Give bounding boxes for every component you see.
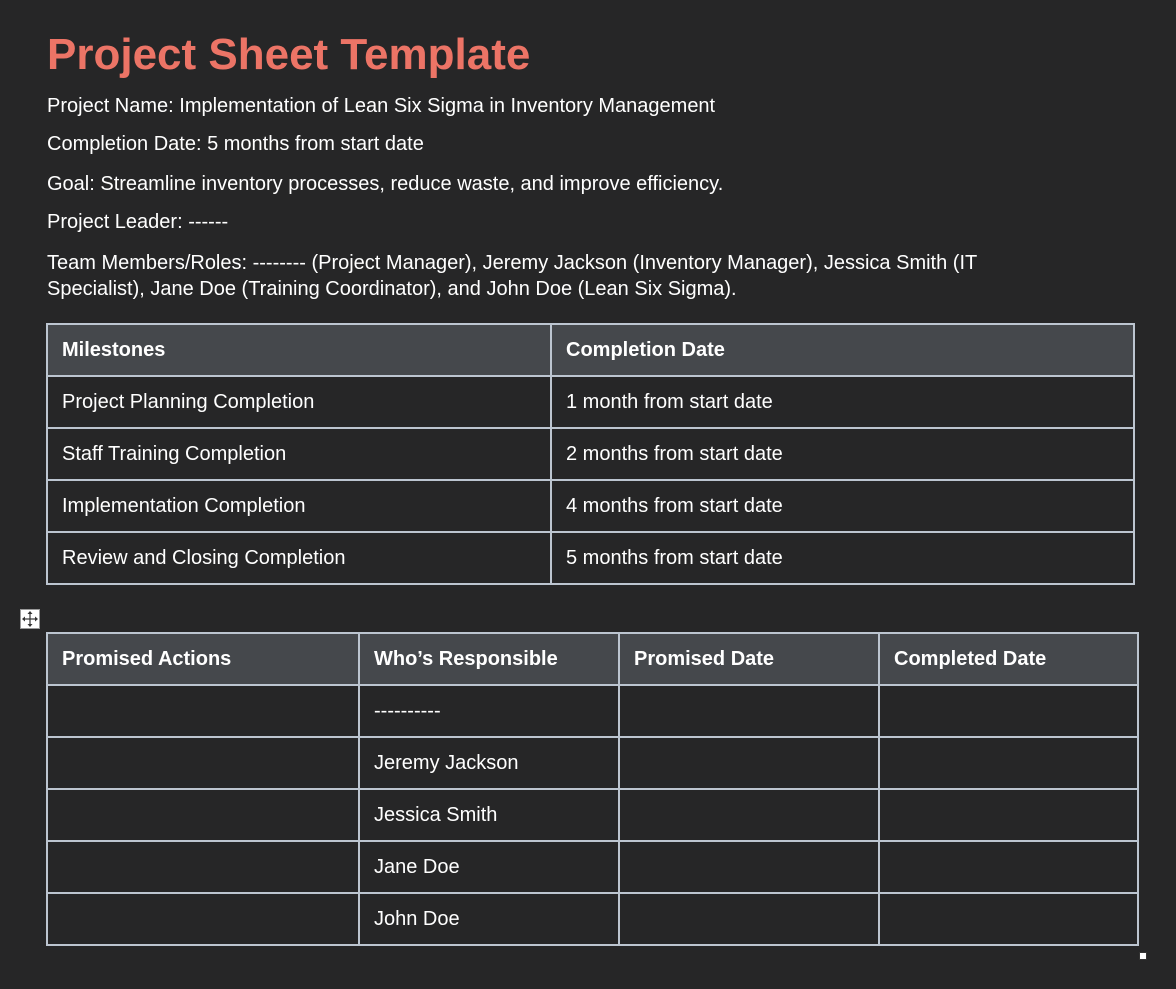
responsible-cell[interactable]: Jeremy Jackson xyxy=(359,737,619,789)
completion-date-cell[interactable]: 1 month from start date xyxy=(551,376,1134,428)
table-row xyxy=(47,737,1138,789)
table-row xyxy=(47,685,1138,737)
milestone-cell[interactable]: Project Planning Completion xyxy=(47,376,551,428)
promised-actions-header[interactable]: Promised Actions xyxy=(47,633,359,685)
promised-date-header[interactable]: Promised Date xyxy=(619,633,879,685)
actions-table xyxy=(46,632,1139,946)
goal-line: Goal: Streamline inventory processes, reduce waste, and improve efficiency. xyxy=(47,173,724,195)
table-row xyxy=(47,428,1134,480)
milestone-cell[interactable]: Staff Training Completion xyxy=(47,428,551,480)
promised-date-cell[interactable] xyxy=(619,893,879,945)
milestones-header-row xyxy=(47,324,1134,376)
completion-date-cell[interactable]: 5 months from start date xyxy=(551,532,1134,584)
promised-date-cell[interactable] xyxy=(619,737,879,789)
completed-date-cell[interactable] xyxy=(879,789,1138,841)
completion-date-header[interactable]: Completion Date xyxy=(551,324,1134,376)
actions-header-row xyxy=(47,633,1138,685)
milestones-header[interactable]: Milestones xyxy=(47,324,551,376)
milestone-cell[interactable]: Review and Closing Completion xyxy=(47,532,551,584)
promised-date-cell[interactable] xyxy=(619,685,879,737)
project-name-line: Project Name: Implementation of Lean Six Sigma in Inventory Management xyxy=(47,95,716,117)
responsible-cell[interactable]: John Doe xyxy=(359,893,619,945)
promised-action-cell[interactable] xyxy=(47,685,359,737)
resize-square-icon[interactable] xyxy=(1139,952,1147,960)
move-arrows-icon[interactable] xyxy=(20,609,40,629)
responsible-cell[interactable]: Jessica Smith xyxy=(359,789,619,841)
responsible-cell[interactable]: ---------- xyxy=(359,685,619,737)
completed-date-header[interactable]: Completed Date xyxy=(879,633,1138,685)
promised-action-cell[interactable] xyxy=(47,841,359,893)
milestone-cell[interactable]: Implementation Completion xyxy=(47,480,551,532)
table-row xyxy=(47,480,1134,532)
completed-date-cell[interactable] xyxy=(879,685,1138,737)
table-row xyxy=(47,789,1138,841)
promised-date-cell[interactable] xyxy=(619,789,879,841)
table-row xyxy=(47,893,1138,945)
promised-action-cell[interactable] xyxy=(47,893,359,945)
promised-action-cell[interactable] xyxy=(47,737,359,789)
team-members-line-2: Specialist), Jane Doe (Training Coordinator), and John Doe (Lean Six Sigma). xyxy=(47,278,737,300)
completed-date-cell[interactable] xyxy=(879,893,1138,945)
team-members-line-1: Team Members/Roles: -------- (Project Manager), Jeremy Jackson (Inventory Manager), Jessica Smith (IT xyxy=(47,252,978,274)
project-leader-line: Project Leader: ------ xyxy=(47,211,229,233)
page-title: Project Sheet Template xyxy=(47,30,531,79)
completion-date-line: Completion Date: 5 months from start date xyxy=(47,133,424,155)
table-row xyxy=(47,376,1134,428)
promised-date-cell[interactable] xyxy=(619,841,879,893)
team-members-paragraph xyxy=(47,250,1137,302)
responsible-cell[interactable]: Jane Doe xyxy=(359,841,619,893)
milestones-table xyxy=(46,323,1135,585)
completed-date-cell[interactable] xyxy=(879,841,1138,893)
whos-responsible-header[interactable]: Who’s Responsible xyxy=(359,633,619,685)
table-row xyxy=(47,532,1134,584)
completion-date-cell[interactable]: 4 months from start date xyxy=(551,480,1134,532)
completion-date-cell[interactable]: 2 months from start date xyxy=(551,428,1134,480)
table-row xyxy=(47,841,1138,893)
promised-action-cell[interactable] xyxy=(47,789,359,841)
completed-date-cell[interactable] xyxy=(879,737,1138,789)
